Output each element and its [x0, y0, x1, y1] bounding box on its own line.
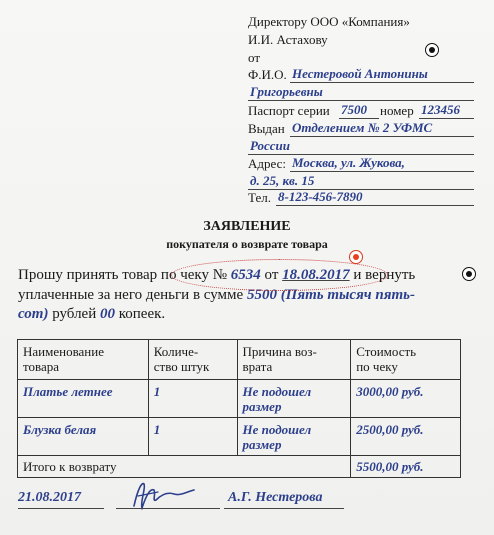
body-text-6: копеек. [118, 306, 166, 322]
table-row [18, 380, 461, 418]
table-header-row [18, 340, 461, 380]
fio-value-1: Нестеровой Антонины [292, 66, 428, 81]
header-cell-reason: Причина воз- врата [237, 340, 351, 380]
signer-name: А.Г. Нестерова [228, 490, 323, 505]
issued-underline-1 [290, 136, 474, 137]
amount-part-1: 5500 (Пять тысяч пять- [246, 287, 416, 303]
cell-item-name: Платье летнее [18, 380, 149, 418]
signing-date: 21.08.2017 [18, 490, 81, 505]
body-line-3 [18, 305, 165, 323]
fio-underline-1 [290, 82, 474, 83]
passport-series: 7500 [341, 102, 367, 117]
address-value-1: Москва, ул. Жукова, [292, 155, 405, 170]
cell-item-name: Блузка белая [18, 418, 149, 456]
fio-underline-2 [248, 100, 474, 101]
total-value: 5500,00 руб. [351, 456, 461, 478]
issued-label: Выдан [248, 121, 285, 136]
signature-underline [116, 508, 220, 509]
passport-series-underline [339, 118, 379, 119]
body-line-2 [18, 286, 415, 304]
phone-label: Тел. [248, 190, 271, 205]
body-text-1: Прошу принять товар по чеку № [18, 267, 228, 283]
active-marker-icon[interactable] [349, 250, 363, 264]
cell-item-qty: 1 [148, 418, 237, 456]
document-subtitle: покупателя о возврате товара [166, 237, 328, 251]
annotation-marker-icon-2[interactable] [462, 267, 476, 281]
phone-value: 8-123-456-7890 [278, 189, 363, 204]
addressee-line-2: И.И. Астахову [248, 32, 328, 47]
from-label: от [248, 50, 261, 65]
header-cell-cost: Стоимость по чеку [351, 340, 461, 380]
cell-item-cost: 3000,00 руб. [351, 380, 461, 418]
fio-value-2: Григорьевны [250, 84, 323, 99]
cell-item-qty: 1 [148, 380, 237, 418]
passport-label: Паспорт серии [248, 103, 330, 118]
passport-number-underline [419, 118, 474, 119]
table-total-row [18, 456, 461, 478]
issued-value-1: Отделением № 2 УФМС [292, 120, 433, 135]
address-value-2: д. 25, кв. 15 [250, 173, 315, 188]
cell-item-reason: Не подошел размер [237, 418, 351, 456]
kopecks-value: 00 [100, 306, 115, 322]
header-cell-name: Наименование товара [18, 340, 149, 380]
check-number: 6534 [230, 267, 261, 283]
returned-goods-table [17, 339, 461, 478]
header-cell-qty: Количе- ство штук [148, 340, 237, 380]
phone-underline [276, 205, 474, 206]
body-text-3: и вернуть [353, 267, 416, 283]
cell-item-cost: 2500,00 руб. [351, 418, 461, 456]
addressee-line-1: Директору ООО «Компания» [248, 14, 410, 29]
issued-value-2: России [250, 138, 290, 153]
annotation-marker-icon[interactable] [425, 43, 439, 57]
document-title: ЗАЯВЛЕНИЕ [203, 219, 291, 234]
body-text-2: от [264, 267, 279, 283]
passport-number: 123456 [421, 102, 460, 117]
address-label: Адрес: [248, 156, 286, 171]
name-underline [224, 508, 344, 509]
passport-number-label: номер [380, 103, 414, 118]
date-underline [18, 508, 104, 509]
address-underline-1 [290, 171, 474, 172]
body-text-5: рублей [52, 306, 97, 322]
amount-part-2: сот) [18, 306, 49, 322]
total-label: Итого к возврату [18, 456, 351, 478]
body-text-4: уплаченные за него деньги в сумме [18, 287, 244, 303]
fio-label: Ф.И.О. [248, 67, 287, 82]
table-row [18, 418, 461, 456]
check-date: 18.08.2017 [282, 267, 350, 283]
cell-item-reason: Не подошел размер [237, 380, 351, 418]
